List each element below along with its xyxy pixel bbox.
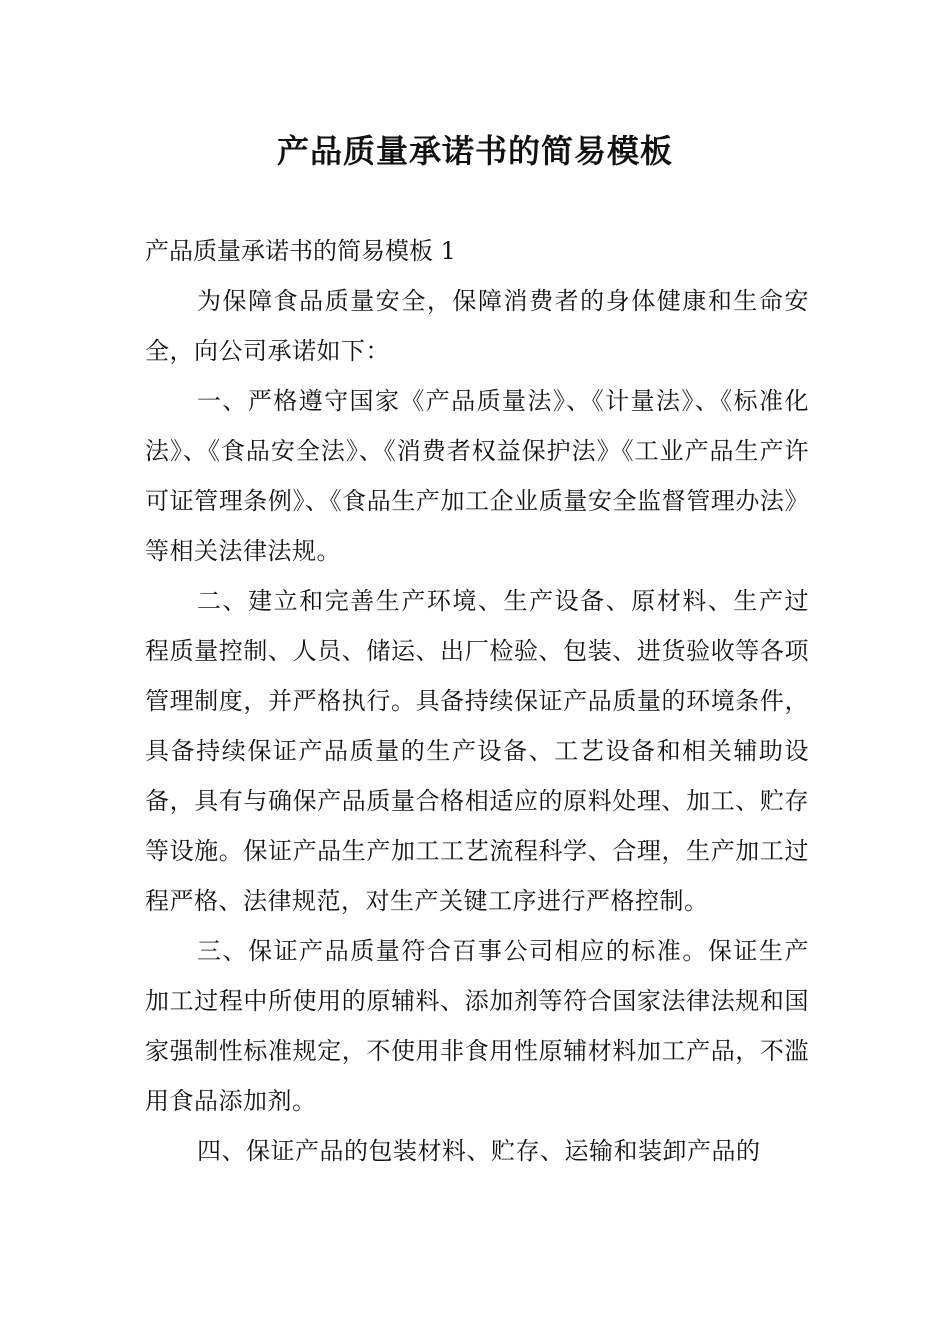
section-subtitle: 产品质量承诺书的简易模板 1 [145,237,456,265]
document-title: 产品质量承诺书的简易模板 [276,132,673,170]
paragraph-intro: 为保障食品质量安全，保障消费者的身体健康和生命安全，向公司承诺如下： [145,287,809,365]
paragraph-clause-1: 一、严格遵守国家《产品质量法》、《计量法》、《标准化法》、《食品安全法》、《消费者权益保护法》《工业产品生产许可证管理条例》、《食品生产加工企业质量安全监督管理办法》等相关法律法规。 [145,387,809,565]
paragraph-clause-4: 四、保证产品的包装材料、贮存、运输和装卸产品的 [197,1137,761,1165]
paragraph-clause-3: 三、保证产品质量符合百事公司相应的标准。保证生产加工过程中所使用的原辅料、添加剂等符合国家法律法规和国家强制性标准规定，不使用非食用性原辅材料加工产品，不滥用食品添加剂。 [145,937,809,1115]
paragraph-clause-2: 二、建立和完善生产环境、生产设备、原材料、生产过程质量控制、人员、储运、出厂检验、包装、进货验收等各项管理制度，并严格执行。具备持续保证产品质量的环境条件，具备持续保证产品质量的生产设备、工艺设备和相关辅助设备，具有与确保产品质量合格相适应的原料处理、加工、贮存等设施。保证产品生产加工工艺流程科学、合理，生产加工过程严格、法律规范，对生产关键工序进行严格控制。 [145,587,809,915]
document-body [145,226,809,1176]
